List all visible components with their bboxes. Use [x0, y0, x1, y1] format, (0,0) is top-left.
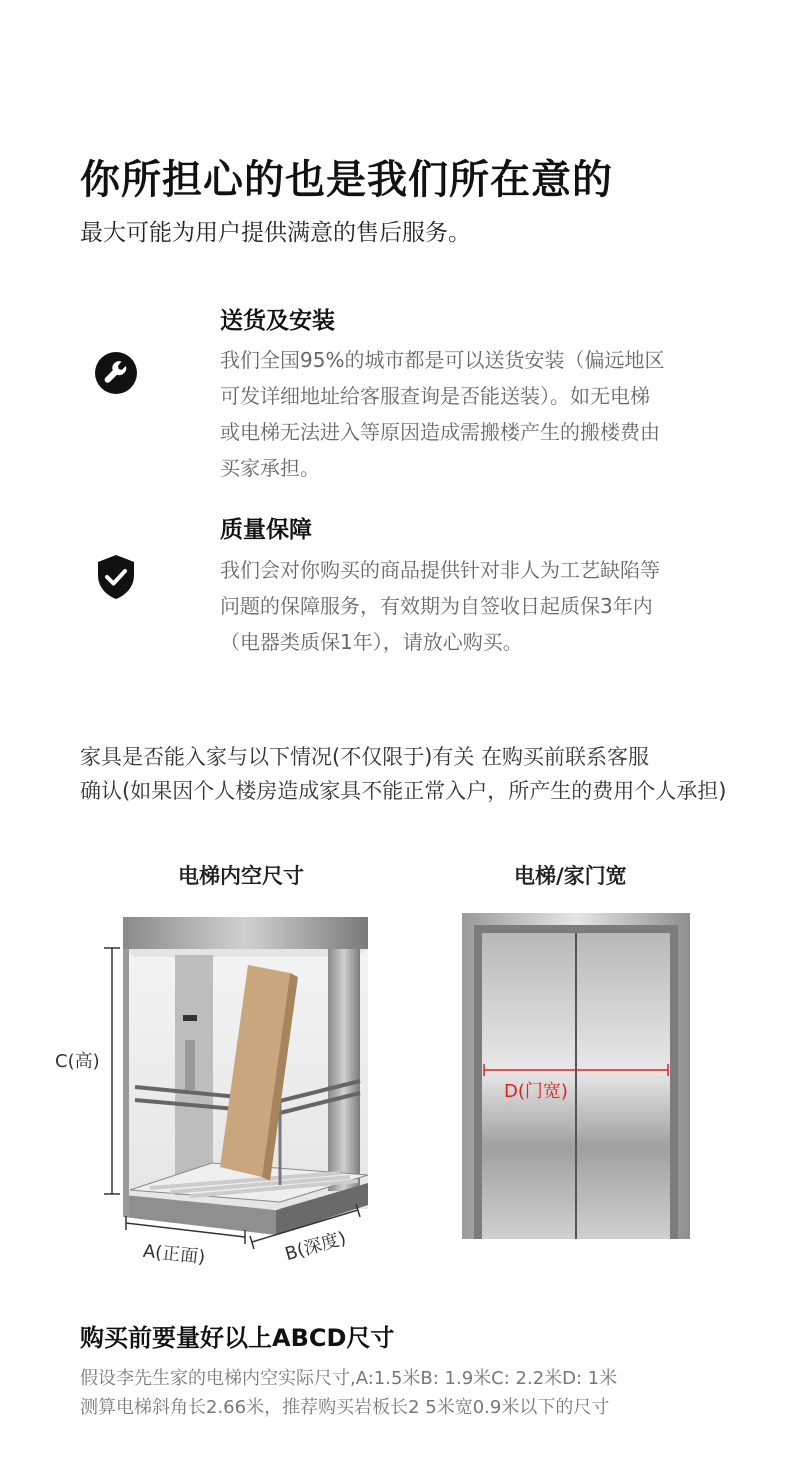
text-line: 测算电梯斜角长2.66米，推荐购买岩板长2 5米宽0.9米以下的尺寸 — [80, 1397, 610, 1418]
dimension-label-a: A(正面) — [141, 1240, 207, 1269]
feature-body-delivery — [220, 342, 720, 486]
text-line: 我们会对你购买的商品提供针对非人为工艺缺陷等 — [220, 558, 660, 582]
figure-title-door-width: 电梯/家门宽 — [514, 864, 627, 888]
wrench-icon — [94, 351, 138, 395]
elevator-door-illustration — [462, 913, 690, 1239]
bottom-title: 购买前要量好以上ABCD尺寸 — [80, 1324, 395, 1352]
dimension-label-b: B(深度) — [282, 1227, 349, 1266]
text-line: 问题的保障服务，有效期为自签收日起质保3年内 — [220, 594, 653, 618]
page-subtitle: 最大可能为用户提供满意的售后服务。 — [80, 220, 471, 246]
bottom-body — [80, 1364, 720, 1422]
feature-title-delivery: 送货及安装 — [220, 308, 335, 334]
text-line: 家具是否能入家与以下情况(不仅限于)有关 在购买前联系客服 — [80, 745, 650, 769]
dimension-label-c: C(高) — [55, 1051, 100, 1072]
dimension-lines — [90, 940, 370, 1270]
text-line: 买家承担。 — [220, 456, 320, 480]
text-line: 或电梯无法进入等原因造成需搬楼产生的搬楼费由 — [220, 420, 660, 444]
notice-text — [80, 740, 740, 808]
text-line: 可发详细地址给客服查询是否能送装）。如无电梯 — [220, 384, 650, 408]
feature-body-quality — [220, 552, 720, 660]
text-line: 假设李先生家的电梯内空实际尺寸,A:1.5米B: 1.9米C: 2.2米D: 1米 — [80, 1368, 618, 1389]
figure-title-elevator-inner: 电梯内空尺寸 — [178, 864, 304, 888]
text-line: 我们全国95%的城市都是可以送货安装（偏远地区 — [220, 348, 665, 372]
shield-check-icon — [94, 553, 138, 597]
text-line: 确认(如果因个人楼房造成家具不能正常入户，所产生的费用个人承担) — [80, 779, 727, 803]
page-title: 你所担心的也是我们所在意的 — [80, 157, 613, 203]
feature-title-quality: 质量保障 — [220, 517, 312, 543]
text-line: （电器类质保1年），请放心购买。 — [220, 630, 523, 654]
dimension-label-d: D(门宽) — [504, 1081, 568, 1102]
